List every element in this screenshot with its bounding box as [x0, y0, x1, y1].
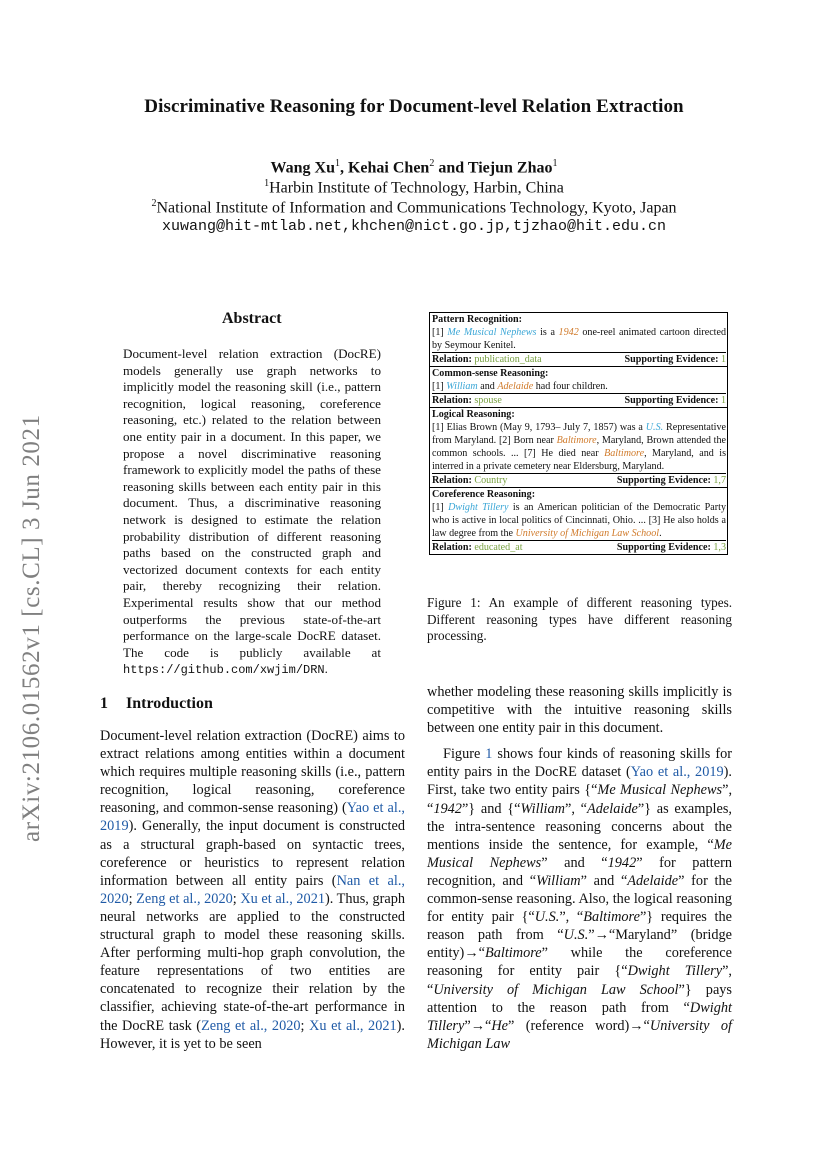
- body-text: shows four kinds of reasoning skills for entity pairs in the DocRE dataset (: [427, 746, 732, 781]
- abstract-end: .: [324, 661, 328, 677]
- body-text: ” while the coreference reasoning for entity pair {“: [427, 945, 732, 980]
- evidence-value: 1,3: [713, 542, 726, 553]
- reasoning-example-block: [430, 313, 727, 366]
- tail-entity: Baltimore: [604, 448, 645, 459]
- entity-mention: University of Michigan Law School: [433, 981, 679, 998]
- example-text-span: .: [659, 528, 662, 539]
- code-url-link[interactable]: https://github.com/xwjim/DRN: [123, 663, 325, 678]
- intro-paragraph-left: [100, 727, 405, 1053]
- tail-entity: 1942: [558, 327, 579, 338]
- affiliation-2: [0, 198, 828, 217]
- evidence-value: 1,7: [713, 475, 726, 486]
- author-emails: xuwang@hit-mtlab.net,khchen@nict.go.jp,tjzhao@hit.edu.cn: [161, 218, 667, 235]
- relation-value: Country: [474, 475, 508, 486]
- entity-mention: Me Musical Nephews: [597, 782, 723, 799]
- example-text-span: [1]: [432, 502, 449, 513]
- entity-mention: Adelaide: [627, 872, 679, 889]
- section-heading: [100, 695, 213, 713]
- example-text-span: Representative from Maryland. [2] Born near: [432, 422, 726, 446]
- entity-mention: U.S.: [563, 927, 589, 944]
- reasoning-type-heading: Logical Reasoning:: [432, 409, 515, 420]
- relation-evidence-row: [432, 474, 726, 487]
- figure-1-box: [429, 312, 728, 555]
- citation-link[interactable]: Zeng et al., 2020: [136, 890, 233, 907]
- affil-sup: 1: [264, 178, 270, 189]
- relation: [432, 394, 502, 407]
- entity-mention: U.S.: [534, 909, 560, 926]
- reasoning-example-block: [430, 487, 727, 554]
- author-separator: and: [434, 159, 468, 177]
- body-text: ”} requires the reason path from “: [427, 909, 733, 944]
- citation-link[interactable]: Nan et al., 2020: [100, 872, 405, 907]
- affiliation-1: [0, 178, 828, 197]
- example-text-span: is a: [536, 327, 559, 338]
- example-text-span: one-reel animated cartoon directed by Seymour Kenitel.: [432, 327, 727, 351]
- relation-label: Relation:: [432, 475, 475, 486]
- evidence-value: 1: [720, 395, 726, 406]
- example-text-span: and: [477, 381, 498, 392]
- body-text: ” (reference word)→“: [508, 1017, 650, 1034]
- abstract-heading: Abstract: [222, 310, 282, 327]
- author-separator: ,: [339, 159, 348, 177]
- example-text-span: is an American politician of the Democratic Party who is active in local politics of Cincinnati, Ohio. ... [3] He also holds a law degree from the: [432, 502, 726, 539]
- abstract-text: Document-level relation extraction (DocRE) models generally use graph networks to implicitly model the reasoning skill (i.e., pattern recognition, logical reasoning, coreference reasoning, etc.) related to the relation between one entity pair in a document. In this paper, we propose a novel discriminative reasoning framework to explicitly model the paths of these reasoning skills between each entity pair in this document. Thus, a discriminative reasoning network is designed to estimate the relation probability distribution of different reasoning paths based on the constructed graph and vectorized document contexts for each entity pair, thereby recognizing their relation. Experimental results show that our method outperforms the previous state-of-the-art performance on the large-scale DocRE dataset. The code is publicly available at: [123, 346, 381, 660]
- example-text-span: , Maryland, Brown attended the common schools. ... [7] He died near: [432, 435, 727, 459]
- reasoning-type-heading: Common-sense Reasoning:: [432, 368, 549, 379]
- body-text: Figure: [443, 746, 486, 763]
- head-entity: Me Musical Nephews: [447, 327, 537, 338]
- reasoning-example-block: [430, 407, 727, 487]
- example-text-span: [1]: [432, 381, 447, 392]
- relation-label: Relation:: [432, 542, 475, 553]
- relation-label: Relation:: [432, 395, 475, 406]
- example-text-span: had four children.: [533, 381, 608, 392]
- relation: [432, 353, 542, 366]
- paper-title: Discriminative Reasoning for Document-level Relation Extraction: [144, 96, 684, 117]
- body-text: ” and “: [580, 872, 628, 889]
- body-text: ). First, take two entity pairs {“: [427, 764, 732, 799]
- body-text: ”} as examples, the intra-sentence reasoning concerns about the mentions inside the sentence, for example, “: [427, 800, 732, 853]
- section-title: Introduction: [126, 695, 213, 712]
- evidence-value: 1: [720, 354, 726, 365]
- tail-entity: Baltimore: [556, 435, 597, 446]
- citation-link[interactable]: Xu et al., 2021: [309, 1017, 397, 1034]
- body-text: ”, “: [427, 782, 733, 817]
- body-paragraph: [427, 745, 732, 1053]
- entity-mention: 1942: [433, 800, 462, 817]
- arxiv-identifier: arXiv:2106.01562v1 [cs.CL] 3 Jun 2021: [18, 414, 45, 842]
- body-text: ”, “: [564, 800, 587, 817]
- entity-mention: He: [491, 1017, 509, 1034]
- evidence-label: Supporting Evidence:: [624, 354, 721, 365]
- relation-value: educated_at: [474, 542, 523, 553]
- entity-mention: Dwight Tillery: [427, 999, 732, 1034]
- body-text: ”, “: [427, 963, 732, 998]
- body-text: Document-level relation extraction (DocRE) aims to extract relations among entities within a document which requires multiple reasoning skills (i.e., pattern recognition, logical reasoning, coreference reasoning, and common-sense reasoning) (: [100, 728, 405, 817]
- body-text: ;: [232, 890, 241, 907]
- citation-link[interactable]: Xu et al., 2021: [240, 890, 325, 907]
- entity-mention: Adelaide: [587, 800, 638, 817]
- entity-mention: University of Michigan Law: [427, 1017, 732, 1052]
- body-text: ”} and {“: [461, 800, 521, 817]
- entity-mention: Baltimore: [583, 909, 640, 926]
- relation-value: spouse: [474, 395, 502, 406]
- supporting-evidence: [617, 541, 726, 554]
- author-name: Tiejun Zhao: [467, 159, 553, 177]
- body-text: ). Thus, graph neural networks are applied to the constructed structural graph to model these reasoning skills. After performing multi-hop graph convolution, the feature representations of two entities are concatenated to recognize their relation by the classifier, achieving state-of-the-art performance in the DocRE task (: [100, 890, 406, 1034]
- affil-sup: 2: [151, 198, 157, 209]
- evidence-label: Supporting Evidence:: [624, 395, 721, 406]
- reasoning-type-heading: Coreference Reasoning:: [432, 489, 536, 500]
- citation-link[interactable]: Yao et al., 2019: [630, 764, 724, 781]
- body-text: ”} pays attention to the reason path from “: [427, 981, 733, 1016]
- entity-mention: Baltimore: [484, 945, 542, 962]
- relation: [432, 474, 507, 487]
- evidence-label: Supporting Evidence:: [616, 542, 714, 553]
- relation: [432, 541, 523, 554]
- example-text-span: , Maryland, and is interred in a private cemetery near Eldersburg, Maryland.: [432, 448, 726, 472]
- author-list: [0, 158, 828, 177]
- example-text: [432, 501, 726, 541]
- body-text: ”→“Maryland” (bridge entity)→“: [427, 927, 732, 962]
- relation-value: publication_data: [474, 354, 542, 365]
- head-entity: William: [446, 381, 478, 392]
- body-text: ” for pattern recognition, and “: [427, 854, 732, 889]
- evidence-label: Supporting Evidence:: [616, 475, 714, 486]
- reasoning-type-heading: Pattern Recognition:: [432, 314, 522, 325]
- body-text: ). However, it is yet to be seen: [100, 1017, 405, 1052]
- relation-evidence-row: [432, 353, 726, 366]
- relation-evidence-row: [432, 394, 726, 407]
- example-text: [432, 326, 726, 353]
- body-text: ”→“: [464, 1017, 492, 1034]
- example-text: [432, 380, 726, 394]
- author-name: Wang Xu: [270, 159, 335, 177]
- entity-mention: Me Musical Nephews: [427, 836, 732, 871]
- intro-paragraph-right: [427, 683, 732, 1053]
- supporting-evidence: [617, 474, 726, 487]
- body-paragraph: whether modeling these reasoning skills implicitly is competitive with the intuitive reasoning skills between one entity pair in this document.: [427, 684, 732, 737]
- author-name: Kehai Chen: [347, 159, 430, 177]
- affil-text: National Institute of Information and Communications Technology, Kyoto, Japan: [156, 199, 677, 217]
- body-text: ” and “: [541, 854, 608, 871]
- tail-entity: Adelaide: [497, 381, 534, 392]
- entity-mention: William: [536, 872, 581, 889]
- figure-caption: Figure 1: An example of different reasoning types. Different reasoning types have different reasoning processing.: [427, 595, 732, 643]
- example-text-span: [1]: [432, 327, 448, 338]
- author-affil-sup: 1: [334, 158, 340, 169]
- entity-mention: Dwight Tillery: [627, 963, 723, 980]
- affil-text: Harbin Institute of Technology, Harbin, China: [269, 179, 564, 197]
- reasoning-example-block: [430, 366, 727, 407]
- supporting-evidence: [624, 394, 726, 407]
- body-text: ;: [128, 890, 137, 907]
- body-text: ”, “: [559, 909, 584, 926]
- body-text: ). Generally, the input document is constructed as a structural graph-based on syntactic trees, coreference or heuristics to represent relation information between all entity pairs (: [100, 818, 405, 889]
- head-entity: U.S.: [645, 422, 664, 433]
- example-text: [432, 421, 726, 474]
- entity-mention: 1942: [607, 854, 637, 871]
- relation-evidence-row: [432, 541, 726, 554]
- head-entity: Dwight Tillery: [448, 502, 509, 513]
- figure-ref-link[interactable]: 1: [485, 746, 493, 763]
- section-number: 1: [100, 695, 108, 712]
- citation-link[interactable]: Yao et al., 2019: [100, 800, 405, 835]
- relation-label: Relation:: [432, 354, 475, 365]
- author-affil-sup: 2: [429, 158, 435, 169]
- entity-mention: William: [520, 800, 565, 817]
- abstract-body: [123, 346, 381, 679]
- citation-link[interactable]: Zeng et al., 2020: [201, 1017, 301, 1034]
- body-text: ” for the common-sense reasoning. Also, the logical reasoning for entity pair {“: [427, 872, 733, 926]
- supporting-evidence: [624, 353, 726, 366]
- body-text: ;: [300, 1017, 310, 1034]
- author-affil-sup: 1: [552, 158, 558, 169]
- example-text-span: [1] Elias Brown (May 9, 1793– July 7, 1857) was a: [432, 422, 646, 433]
- tail-entity: University of Michigan Law School: [515, 528, 660, 539]
